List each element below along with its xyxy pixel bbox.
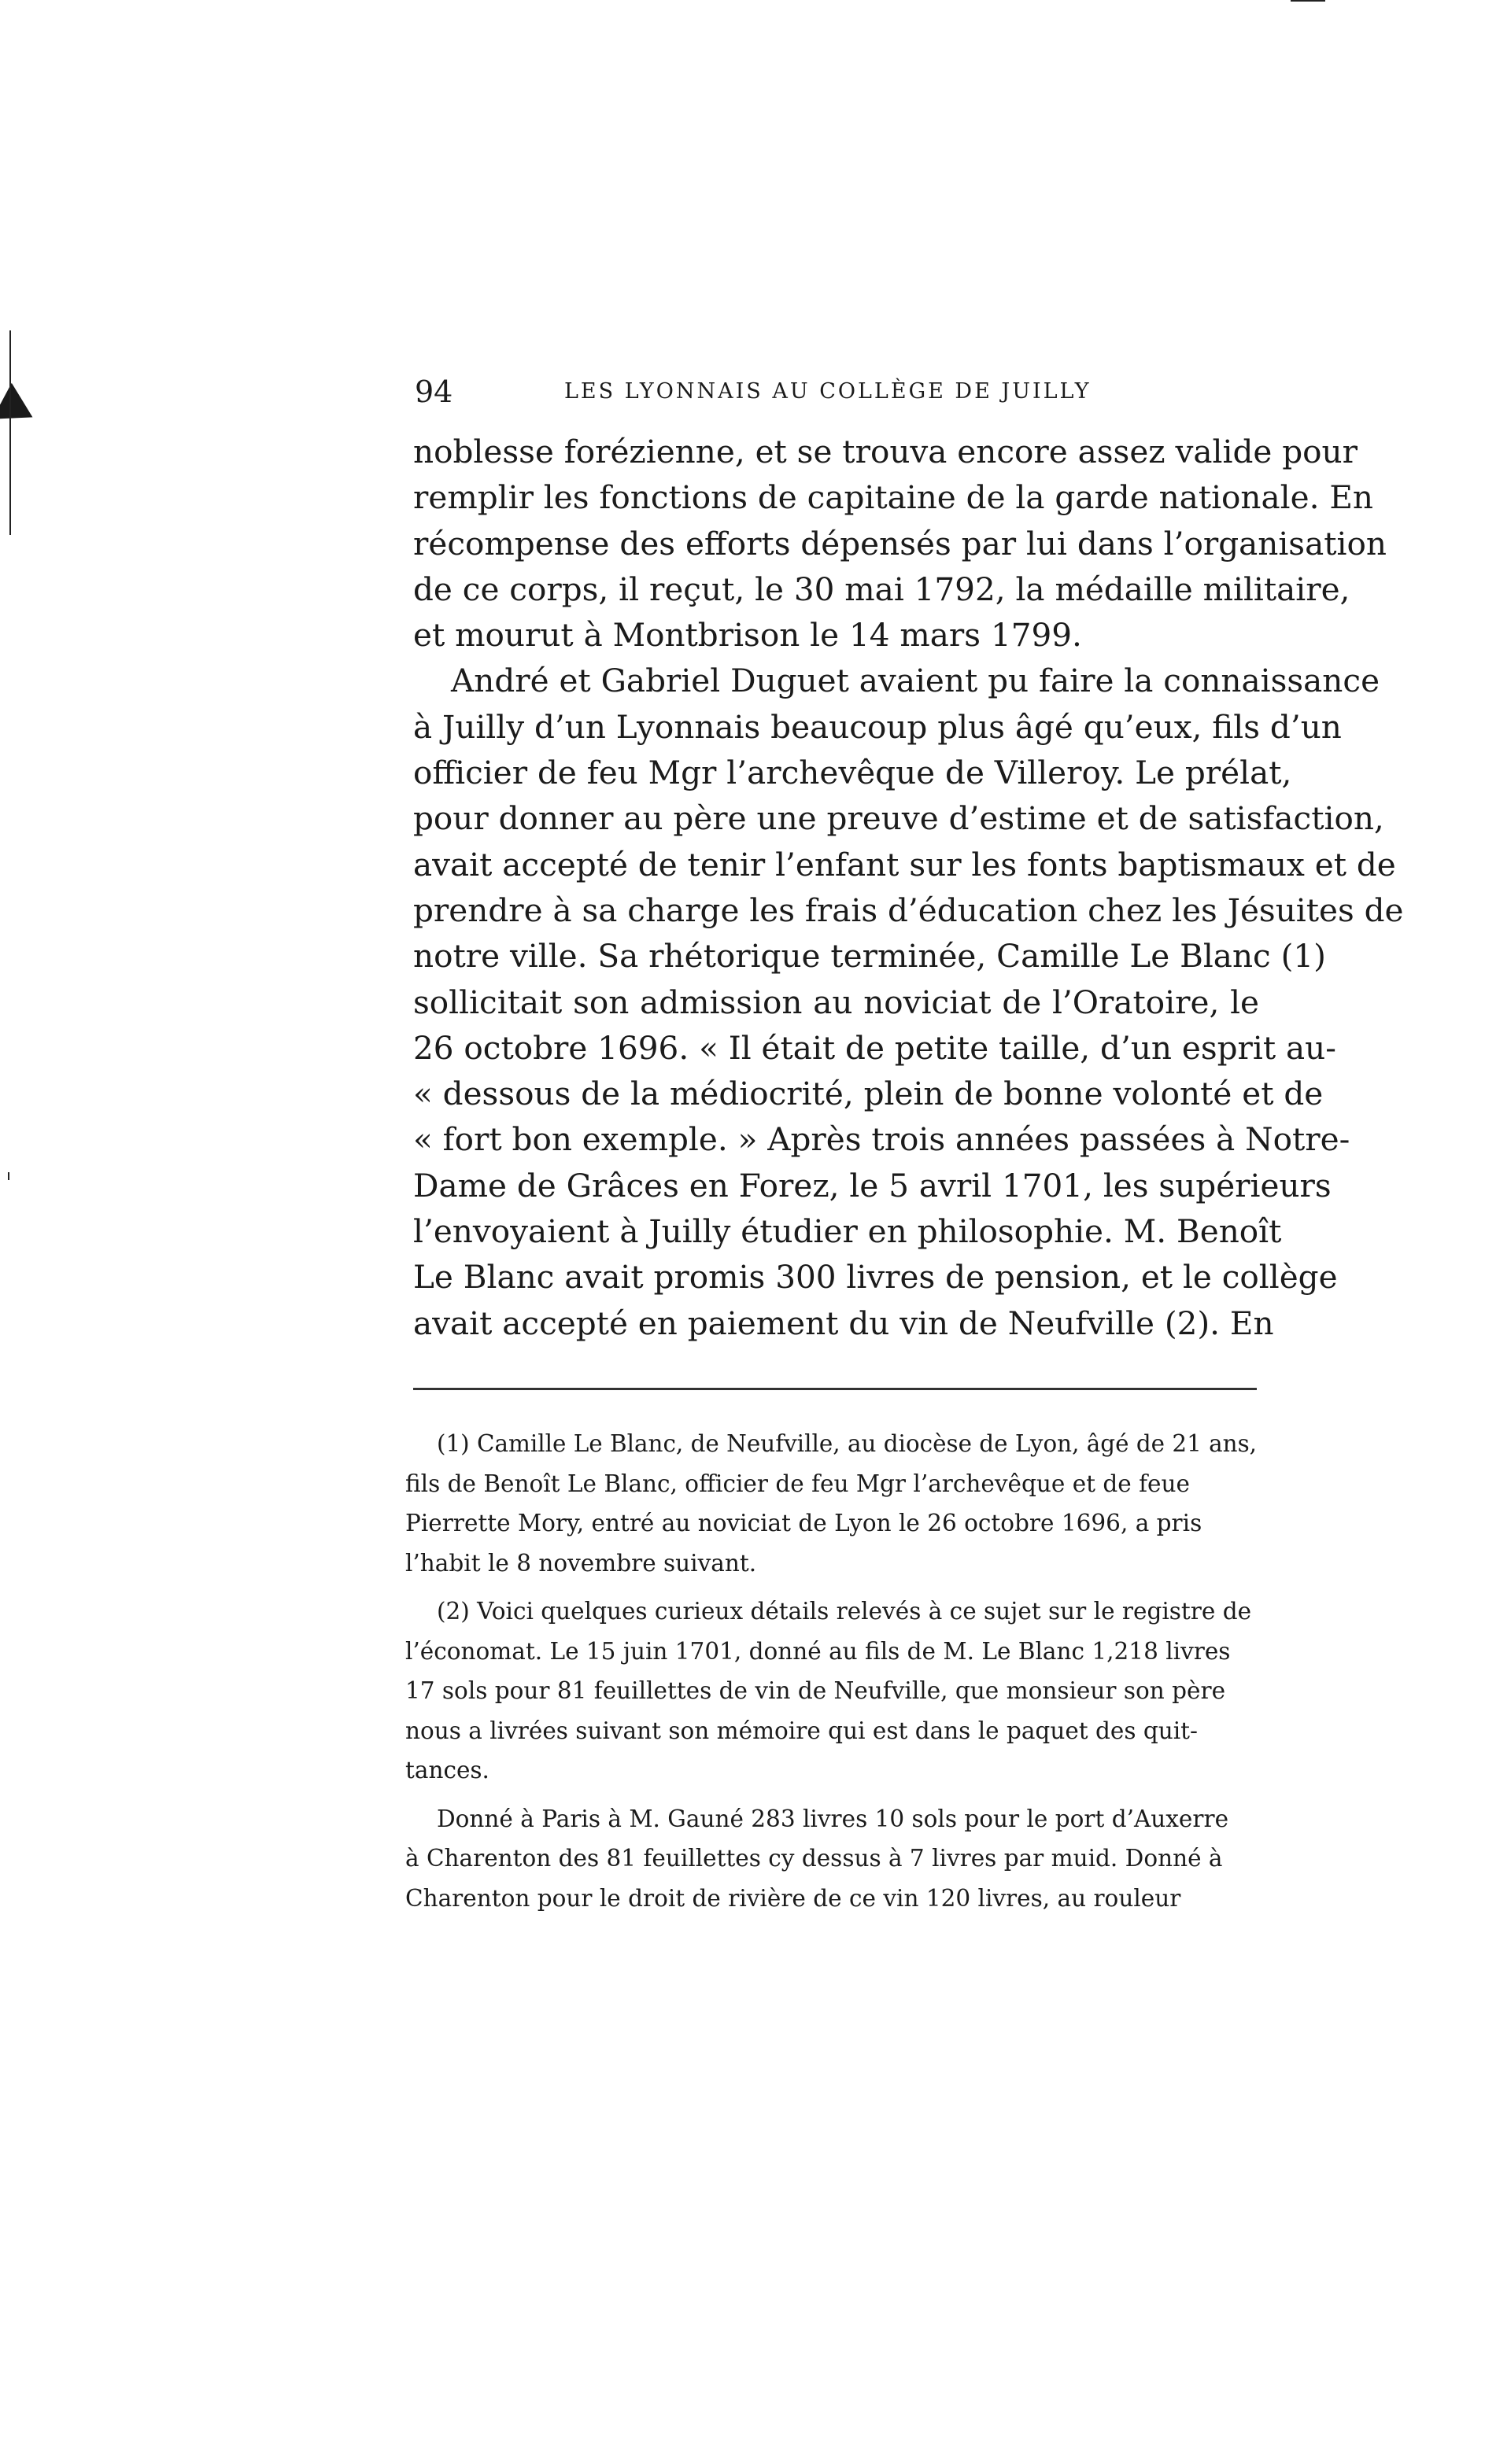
text-line: « fort bon exemple. » Après trois années passées à Notre- [413, 1120, 1350, 1159]
top-edge-mark [1291, 0, 1325, 2]
text-line: remplir les fonctions de capitaine de la garde nationale. En [413, 478, 1373, 517]
margin-arrow-mark [0, 383, 42, 436]
footnote-1 [405, 1424, 1257, 1583]
text-line: et mourut à Montbrison le 14 mars 1799. [413, 616, 1082, 655]
text-line: avait accepté en paiement du vin de Neufville (2). En [413, 1304, 1274, 1342]
page-number: 94 [415, 374, 453, 409]
margin-speck [8, 1172, 9, 1180]
footnote-line: Donné à Paris à M. Gauné 283 livres 10 sols pour le port d’Auxerre [437, 1805, 1229, 1832]
running-header [415, 373, 1257, 411]
footnote-line: Pierrette Mory, entré au noviciat de Lyon le 26 octobre 1696, a pris [405, 1510, 1202, 1536]
text-line: Le Blanc avait promis 300 livres de pension, et le collège [413, 1258, 1338, 1297]
text-line: l’envoyaient à Juilly étudier en philosophie. M. Benoît [413, 1212, 1282, 1251]
text-line: Dame de Grâces en Forez, le 5 avril 1701, les supérieurs [413, 1166, 1332, 1204]
margin-line-mark [9, 330, 11, 535]
footnote-line: (1) Camille Le Blanc, de Neufville, au diocèse de Lyon, âgé de 21 ans, [437, 1430, 1257, 1457]
text-line: avait accepté de tenir l’enfant sur les fonts baptismaux et de [413, 845, 1396, 883]
text-line: officier de feu Mgr l’archevêque de Villeroy. Le prélat, [413, 754, 1292, 792]
text-line: sollicitait son admission au noviciat de l’Oratoire, le [413, 983, 1259, 1021]
main-text [413, 429, 1404, 1346]
text-line: prendre à sa charge les frais d’éducation chez les Jésuites de [413, 891, 1404, 929]
footnote-line: (2) Voici quelques curieux détails relevés à ce sujet sur le registre de [437, 1598, 1252, 1625]
footnote-2 [405, 1592, 1257, 1791]
text-line: de ce corps, il reçut, le 30 mai 1792, la médaille militaire, [413, 570, 1350, 608]
text-line: notre ville. Sa rhétorique terminée, Camille Le Blanc (1) [413, 937, 1326, 976]
footnote-line: tances. [405, 1757, 489, 1783]
footnote-line: l’habit le 8 novembre suivant. [405, 1549, 757, 1577]
footnote-line: fils de Benoît Le Blanc, officier de feu Mgr l’archevêque et de feue [405, 1470, 1190, 1497]
footnote-line: nous a livrées suivant son mémoire qui est dans le paquet des quit- [405, 1717, 1199, 1744]
footnote-line: l’économat. Le 15 juin 1701, donné au fils de M. Le Blanc 1,218 livres [405, 1637, 1231, 1665]
paragraph-start-line: André et Gabriel Duguet avaient pu faire la connaissance [451, 662, 1380, 700]
footnote-2-continuation [405, 1799, 1257, 1919]
footnote-line: 17 sols pour 81 feuillettes de vin de Neufville, que monsieur son père [405, 1677, 1226, 1704]
footnotes [405, 1424, 1257, 1918]
running-title: LES LYONNAIS AU COLLÈGE DE JUILLY [564, 379, 1092, 404]
footnote-separator [413, 1388, 1257, 1390]
footnote-line: à Charenton des 81 feuillettes cy dessus à 7 livres par muid. Donné à [405, 1845, 1223, 1872]
text-line: noblesse forézienne, et se trouva encore assez valide pour [413, 433, 1358, 470]
text-line: à Juilly d’un Lyonnais beaucoup plus âgé qu’eux, fils d’un [413, 707, 1342, 746]
text-line: récompense des efforts dépensés par lui dans l’organisation [413, 524, 1387, 563]
text-line: 26 octobre 1696. « Il était de petite taille, d’un esprit au- [413, 1028, 1336, 1067]
footnote-line: Charenton pour le droit de rivière de ce vin 120 livres, au rouleur [405, 1884, 1181, 1912]
text-line: « dessous de la médiocrité, plein de bonne volonté et de [413, 1075, 1324, 1113]
text-line: pour donner au père une preuve d’estime et de satisfaction, [413, 799, 1384, 838]
